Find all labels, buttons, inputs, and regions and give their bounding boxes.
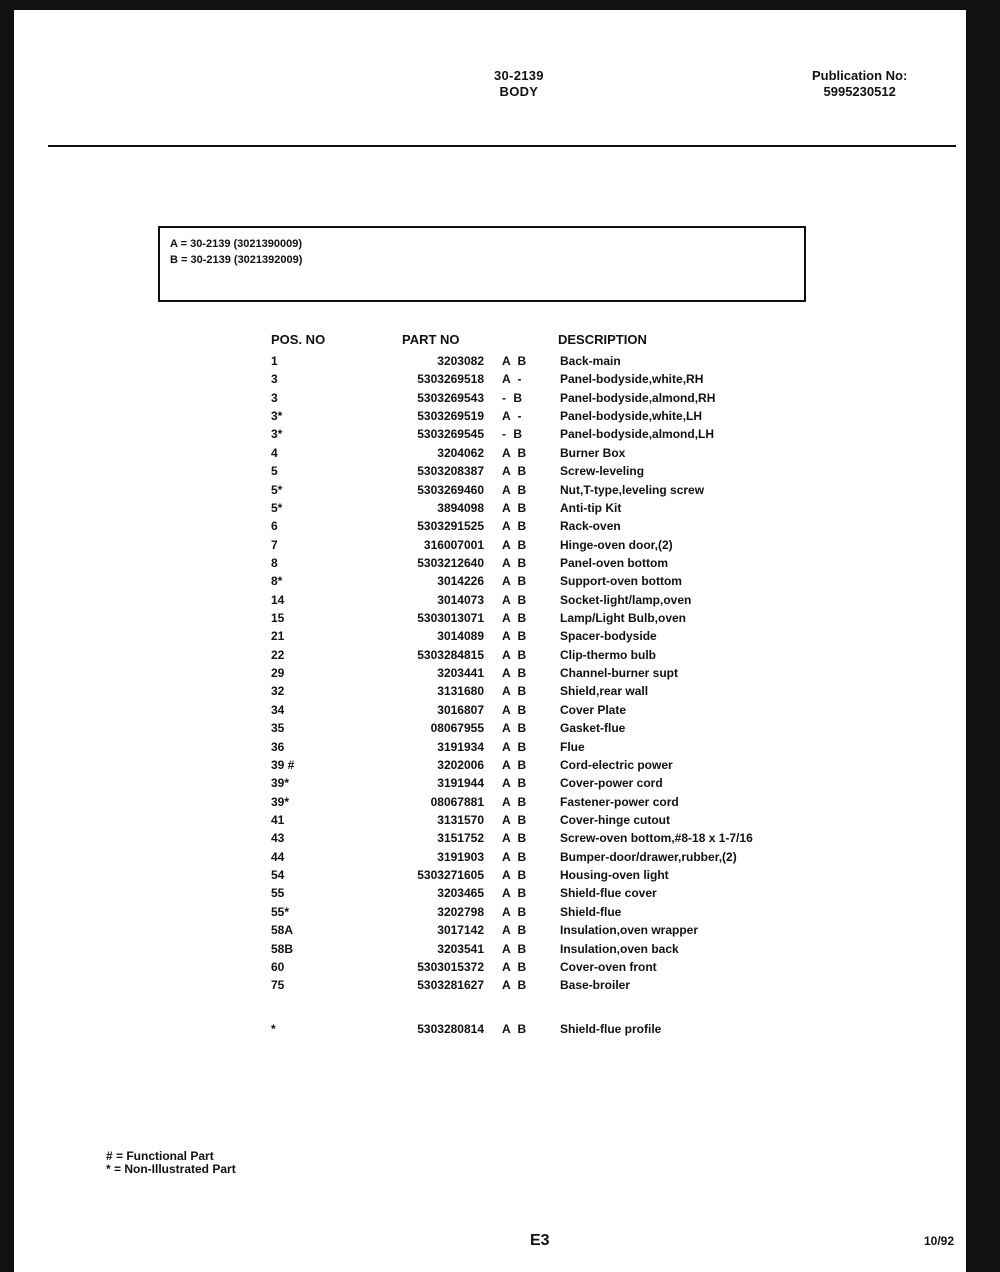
legend-non-illustrated: * = Non-Illustrated Part bbox=[106, 1162, 236, 1176]
row-model-applicability: A B bbox=[502, 831, 527, 846]
row-description: Rack-oven bbox=[560, 519, 621, 534]
table-row bbox=[14, 444, 966, 462]
row-model-applicability: A - bbox=[502, 409, 522, 424]
row-pos: 3* bbox=[271, 409, 283, 424]
row-part-number: 5303271605 bbox=[417, 868, 484, 883]
row-part-number: 5303269518 bbox=[417, 372, 484, 387]
row-pos: 34 bbox=[271, 702, 285, 717]
row-part-number: 08067881 bbox=[430, 794, 484, 809]
row-model-applicability: A B bbox=[502, 519, 527, 534]
row-pos: 39 # bbox=[271, 757, 295, 772]
date-code: 10/92 bbox=[924, 1234, 955, 1248]
table-row bbox=[14, 627, 966, 645]
row-pos: 39* bbox=[271, 794, 290, 809]
table-row bbox=[14, 958, 966, 976]
row-description: Gasket-flue bbox=[560, 721, 626, 736]
section-title: BODY bbox=[499, 84, 539, 99]
row-model-applicability: A B bbox=[502, 886, 527, 901]
publication-label: Publication No: bbox=[812, 68, 908, 83]
row-description: Base-broiler bbox=[560, 978, 631, 993]
row-description: Cover-hinge cutout bbox=[560, 813, 670, 827]
row-description: Clip-thermo bulb bbox=[560, 647, 656, 662]
row-description: Housing-oven light bbox=[560, 868, 669, 883]
table-row bbox=[14, 499, 966, 517]
row-model-applicability: A B bbox=[502, 794, 527, 809]
row-description: Fastener-power cord bbox=[560, 794, 679, 809]
publication-number: 5995230512 bbox=[823, 84, 896, 99]
table-row bbox=[14, 462, 966, 480]
row-model-applicability: A B bbox=[502, 776, 527, 791]
row-part-number: 3014089 bbox=[437, 629, 484, 644]
row-pos: 1 bbox=[271, 354, 278, 368]
row-model-applicability: A B bbox=[502, 721, 527, 736]
row-part-number: 316007001 bbox=[423, 537, 484, 552]
row-part-number: 5303269519 bbox=[417, 409, 484, 424]
row-pos: 21 bbox=[271, 629, 285, 644]
row-description: Panel-bodyside,white,RH bbox=[560, 372, 704, 387]
table-row bbox=[14, 370, 966, 388]
row-description: Cover Plate bbox=[560, 702, 627, 717]
page-code: E3 bbox=[530, 1232, 550, 1249]
row-part-number: 3203441 bbox=[437, 666, 484, 681]
row-model-applicability: A B bbox=[502, 868, 527, 883]
table-row bbox=[14, 352, 966, 370]
row-pos: 55 bbox=[271, 886, 285, 901]
row-part-number: 08067955 bbox=[430, 721, 484, 736]
row-pos: 32 bbox=[271, 684, 285, 699]
row-pos: 15 bbox=[271, 611, 285, 626]
row-part-number: 5303284815 bbox=[417, 647, 484, 662]
model-b: B = 30-2139 (3021392009) bbox=[170, 254, 303, 266]
row-pos: 6 bbox=[271, 519, 278, 534]
row-model-applicability: A B bbox=[502, 445, 527, 460]
row-description: Panel-bodyside,almond,RH bbox=[560, 390, 716, 405]
table-row bbox=[14, 976, 966, 994]
row-description: Insulation,oven wrapper bbox=[560, 923, 699, 938]
column-header-part: PART NO bbox=[402, 332, 460, 347]
table-row bbox=[14, 481, 966, 499]
table-row bbox=[14, 701, 966, 719]
row-description: Shield-flue profile bbox=[560, 1022, 662, 1036]
table-row bbox=[14, 738, 966, 756]
row-model-applicability: A B bbox=[502, 978, 527, 993]
row-pos: 55* bbox=[271, 904, 290, 919]
row-part-number: 5303291525 bbox=[417, 519, 484, 534]
column-header-pos: POS. NO bbox=[271, 332, 326, 347]
model-key-box bbox=[158, 226, 806, 302]
table-row bbox=[14, 1020, 966, 1038]
row-description: Spacer-bodyside bbox=[560, 629, 657, 644]
row-pos: 8* bbox=[271, 574, 283, 589]
row-pos: 8 bbox=[271, 555, 278, 570]
row-model-applicability: A B bbox=[502, 500, 527, 515]
row-description: Hinge-oven door,(2) bbox=[560, 537, 673, 552]
table-row bbox=[14, 572, 966, 590]
row-part-number: 3151752 bbox=[437, 831, 484, 846]
scan-border-top bbox=[0, 0, 1000, 10]
table-row bbox=[14, 719, 966, 737]
table-row bbox=[14, 517, 966, 535]
row-pos: 3* bbox=[271, 427, 283, 442]
row-part-number: 3203082 bbox=[437, 354, 484, 368]
row-part-number: 3894098 bbox=[437, 500, 484, 515]
table-row bbox=[14, 866, 966, 884]
row-pos: 39* bbox=[271, 776, 290, 791]
row-pos: 5 bbox=[271, 464, 278, 479]
row-model-applicability: A B bbox=[502, 555, 527, 570]
row-description: Panel-oven bottom bbox=[560, 555, 669, 570]
row-pos: 41 bbox=[271, 813, 285, 827]
row-part-number: 3131570 bbox=[437, 813, 484, 827]
row-description: Anti-tip Kit bbox=[560, 500, 622, 515]
row-description: Shield-flue cover bbox=[560, 886, 657, 901]
row-description: Insulation,oven back bbox=[560, 941, 679, 956]
row-description: Nut,T-type,leveling screw bbox=[560, 482, 705, 497]
row-pos: * bbox=[271, 1022, 276, 1036]
scan-border-left bbox=[0, 0, 14, 1272]
row-model-applicability: A B bbox=[502, 702, 527, 717]
row-part-number: 3191944 bbox=[437, 776, 484, 791]
row-part-number: 3202006 bbox=[437, 757, 484, 772]
row-description: Lamp/Light Bulb,oven bbox=[560, 611, 686, 626]
row-model-applicability: A - bbox=[502, 372, 522, 387]
row-model-applicability: - B bbox=[502, 427, 522, 442]
row-model-applicability: A B bbox=[502, 739, 527, 754]
row-pos: 14 bbox=[271, 592, 285, 607]
row-pos: 3 bbox=[271, 390, 278, 405]
row-part-number: 3131680 bbox=[437, 684, 484, 699]
table-row bbox=[14, 407, 966, 425]
table-row bbox=[14, 903, 966, 921]
table-row bbox=[14, 425, 966, 443]
table-row bbox=[14, 756, 966, 774]
document-number: 30-2139 bbox=[494, 68, 544, 83]
publication-info bbox=[812, 68, 907, 100]
table-row bbox=[14, 829, 966, 847]
row-description: Screw-oven bottom,#8-18 x 1-7/16 bbox=[560, 831, 753, 846]
row-description: Screw-leveling bbox=[560, 464, 645, 479]
row-description: Socket-light/lamp,oven bbox=[560, 592, 692, 607]
row-part-number: 5303212640 bbox=[417, 555, 484, 570]
row-part-number: 3191934 bbox=[437, 739, 484, 754]
table-row bbox=[14, 591, 966, 609]
row-description: Bumper-door/drawer,rubber,(2) bbox=[560, 849, 737, 864]
row-description: Burner Box bbox=[560, 445, 626, 460]
row-part-number: 5303015372 bbox=[417, 959, 484, 974]
row-part-number: 5303281627 bbox=[417, 978, 484, 993]
table-row bbox=[14, 793, 966, 811]
row-model-applicability: A B bbox=[502, 574, 527, 589]
table-row bbox=[14, 609, 966, 627]
row-model-applicability: A B bbox=[502, 666, 527, 681]
row-model-applicability: A B bbox=[502, 482, 527, 497]
row-model-applicability: - B bbox=[502, 390, 522, 405]
table-row bbox=[14, 536, 966, 554]
row-part-number: 5303208387 bbox=[417, 464, 484, 479]
row-model-applicability: A B bbox=[502, 684, 527, 699]
document-header bbox=[494, 68, 544, 100]
row-model-applicability: A B bbox=[502, 537, 527, 552]
row-description: Cord-electric power bbox=[560, 757, 673, 772]
row-pos: 7 bbox=[271, 537, 278, 552]
table-row bbox=[14, 554, 966, 572]
row-model-applicability: A B bbox=[502, 354, 527, 368]
row-model-applicability: A B bbox=[502, 1022, 527, 1036]
row-description: Back-main bbox=[560, 354, 621, 368]
scan-border-right bbox=[966, 0, 1000, 1272]
table-row bbox=[14, 774, 966, 792]
row-pos: 36 bbox=[271, 739, 285, 754]
row-pos: 58B bbox=[271, 941, 294, 956]
row-part-number: 3202798 bbox=[437, 904, 484, 919]
row-part-number: 3203465 bbox=[437, 886, 484, 901]
table-row bbox=[14, 682, 966, 700]
row-part-number: 5303269545 bbox=[417, 427, 484, 442]
row-description: Panel-bodyside,white,LH bbox=[560, 409, 703, 424]
row-part-number: 3203541 bbox=[437, 941, 484, 956]
table-row bbox=[14, 884, 966, 902]
row-model-applicability: A B bbox=[502, 592, 527, 607]
header-rule bbox=[48, 145, 956, 147]
row-part-number: 3014226 bbox=[437, 574, 484, 589]
row-description: Support-oven bottom bbox=[560, 574, 682, 589]
row-model-applicability: A B bbox=[502, 611, 527, 626]
row-model-applicability: A B bbox=[502, 959, 527, 974]
row-part-number: 3016807 bbox=[437, 702, 484, 717]
row-part-number: 5303269543 bbox=[417, 390, 484, 405]
table-row bbox=[14, 921, 966, 939]
model-a: A = 30-2139 (3021390009) bbox=[170, 238, 302, 250]
row-part-number: 3014073 bbox=[437, 592, 484, 607]
row-pos: 5* bbox=[271, 500, 283, 515]
row-part-number: 5303280814 bbox=[417, 1022, 484, 1036]
row-pos: 22 bbox=[271, 647, 285, 662]
row-pos: 58A bbox=[271, 923, 294, 938]
row-part-number: 3191903 bbox=[437, 849, 484, 864]
row-pos: 43 bbox=[271, 831, 285, 846]
table-row bbox=[14, 389, 966, 407]
parts-list-page bbox=[14, 10, 966, 1272]
row-description: Cover-power cord bbox=[560, 776, 663, 791]
row-pos: 29 bbox=[271, 666, 285, 681]
row-pos: 3 bbox=[271, 372, 278, 387]
row-description: Channel-burner supt bbox=[560, 666, 679, 681]
row-pos: 44 bbox=[271, 849, 285, 864]
table-row bbox=[14, 664, 966, 682]
row-model-applicability: A B bbox=[502, 923, 527, 938]
row-model-applicability: A B bbox=[502, 941, 527, 956]
row-part-number: 3204062 bbox=[437, 445, 484, 460]
row-model-applicability: A B bbox=[502, 464, 527, 479]
row-pos: 35 bbox=[271, 721, 285, 736]
row-part-number: 5303269460 bbox=[417, 482, 484, 497]
row-description: Panel-bodyside,almond,LH bbox=[560, 427, 715, 442]
table-row bbox=[14, 646, 966, 664]
table-row bbox=[14, 811, 966, 829]
row-model-applicability: A B bbox=[502, 629, 527, 644]
row-model-applicability: A B bbox=[502, 647, 527, 662]
row-description: Flue bbox=[560, 739, 585, 754]
table-row bbox=[14, 848, 966, 866]
row-pos: 5* bbox=[271, 482, 283, 497]
row-model-applicability: A B bbox=[502, 813, 527, 827]
legend bbox=[106, 1150, 236, 1176]
legend-functional: # = Functional Part bbox=[106, 1149, 214, 1163]
row-pos: 60 bbox=[271, 959, 285, 974]
row-pos: 54 bbox=[271, 868, 285, 883]
table-row bbox=[14, 940, 966, 958]
row-part-number: 5303013071 bbox=[417, 611, 484, 626]
row-model-applicability: A B bbox=[502, 757, 527, 772]
row-description: Cover-oven front bbox=[560, 959, 657, 974]
row-part-number: 3017142 bbox=[437, 923, 484, 938]
row-pos: 4 bbox=[271, 445, 278, 460]
row-description: Shield,rear wall bbox=[560, 684, 649, 699]
row-model-applicability: A B bbox=[502, 904, 527, 919]
column-header-description: DESCRIPTION bbox=[558, 332, 647, 347]
row-model-applicability: A B bbox=[502, 849, 527, 864]
row-description: Shield-flue bbox=[560, 904, 622, 919]
row-pos: 75 bbox=[271, 978, 285, 993]
